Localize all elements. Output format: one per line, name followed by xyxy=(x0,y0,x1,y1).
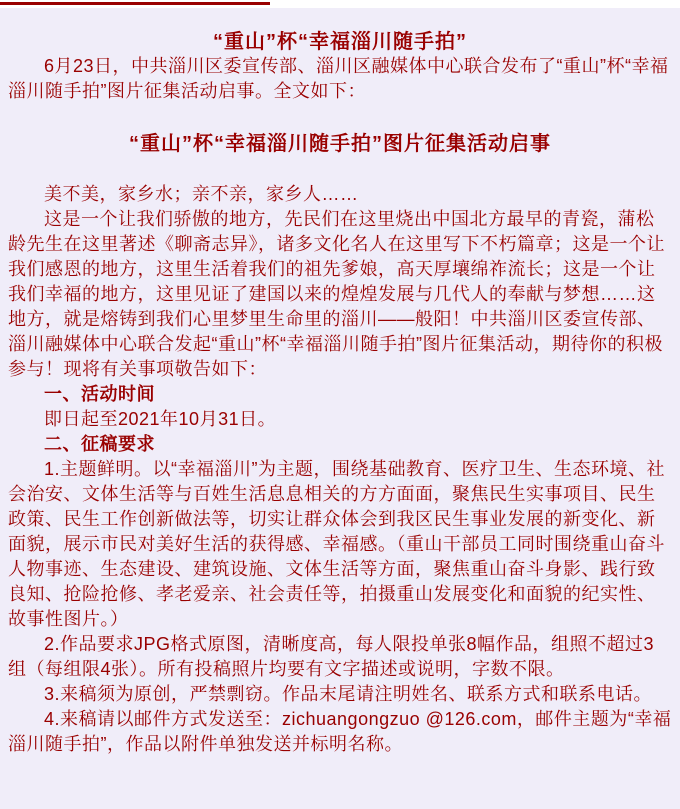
article-content xyxy=(0,8,680,809)
intro-paragraph: 6月23日，中共淄川区委宣传部、淄川区融媒体中心联合发布了“重山”杯“幸福淄川随手拍”图片征集活动启事。全文如下： xyxy=(8,56,669,101)
paragraph-requirement-4-email: 4.来稿请以邮件方式发送至：zichuangongzuo @126.com，邮件主题为“幸福淄川随手拍”，作品以附件单独发送并标明名称。 xyxy=(8,709,672,754)
paragraph-slogan: 美不美，家乡水；亲不亲，家乡人…… xyxy=(44,184,359,204)
article-title: “重山”杯“幸福淄川随手拍” xyxy=(213,31,467,53)
paragraph-requirement-1: 1.主题鲜明。以“幸福淄川”为主题，围绕基础教育、医疗卫生、生态环境、社会治安、文体生活等与百姓生活息息相关的方方面面，聚焦民生实事项目、民生政策、民生工作创新做法等，切实让群众体会到我区民生事业发展的新变化、新面貌，展示市民对美好生活的获得感、幸福感。（重山干部员工同时围绕重山奋斗人物事迹、生态建设、建筑设施、文体生活等方面，聚焦重山奋斗身影、践行致良知、抢险抢修、孝老爱亲、社会责任等，拍摄重山发展变化和面貌的纪实性、故事性图片。） xyxy=(8,459,665,629)
top-red-line xyxy=(0,2,270,5)
paragraph-requirement-2: 2.作品要求JPG格式原图，清晰度高，每人限投单张8幅作品，组照不超过3组（每组限4张）。所有投稿照片均要有文字描述或说明，字数不限。 xyxy=(8,634,655,679)
top-bar xyxy=(0,0,680,8)
paragraph-overview: 这是一个让我们骄傲的地方，先民们在这里烧出中国北方最早的青瓷，蒲松龄先生在这里著述《聊斋志异》，诸多文化名人在这里写下不朽篇章；这是一个让我们感恩的地方，这里生活着我们的祖先爹娘，高天厚壤绵祚流长；这是一个让我们幸福的地方，这里见证了建国以来的煌煌发展与几代人的奉献与梦想……这地方，就是熔铸到我们心里梦里生命里的淄川——般阳！中共淄川区委宣传部、淄川融媒体中心联合发起“重山”杯“幸福淄川随手拍”图片征集活动，期待你的积极参与！现将有关事项敬告如下： xyxy=(8,209,665,379)
section-heading-activity-time: 一、活动时间 xyxy=(44,384,155,404)
notice-title: “重山”杯“幸福淄川随手拍”图片征集活动启事 xyxy=(129,133,551,155)
section-heading-submission-requirements: 二、征稿要求 xyxy=(44,434,155,454)
paragraph-deadline: 即日起至2021年10月31日。 xyxy=(44,409,277,429)
notice-body xyxy=(8,182,672,757)
paragraph-requirement-3: 3.来稿须为原创，严禁剽窃。作品末尾请注明姓名、联系方式和联系电话。 xyxy=(44,684,653,704)
